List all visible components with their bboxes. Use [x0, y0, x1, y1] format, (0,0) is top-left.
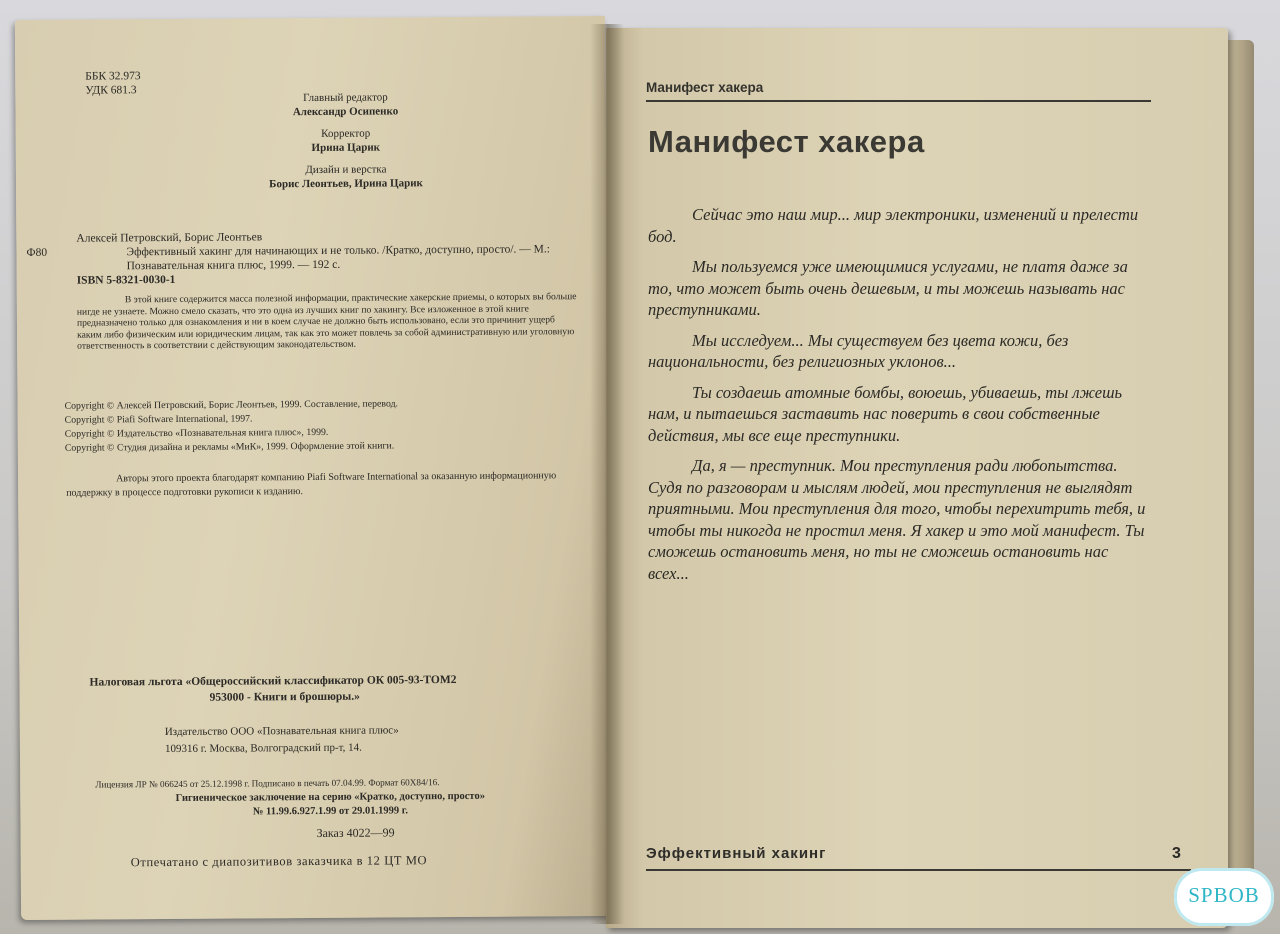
printing-note: Отпечатано с диапозитивов заказчика в 12 ЦТ МО: [130, 853, 428, 870]
publisher-info: [165, 721, 565, 758]
annotation: [77, 291, 577, 352]
page-number: 3: [1172, 845, 1181, 862]
authors-line: Алексей Петровский, Борис Леонтьев: [76, 231, 263, 245]
book-gutter: [590, 24, 624, 924]
catalog-code: Ф80: [26, 246, 48, 259]
credit-role: Дизайн и верстка: [305, 163, 387, 177]
open-book: [18, 10, 1258, 930]
manifesto-paragraph: Мы пользуемся уже имеющимися услугами, не платя даже за то, что может быть очень дешевым, и ты можешь называть нас преступниками.: [648, 257, 1128, 319]
credits-block: [245, 90, 446, 191]
bleed-through-text: [175, 59, 186, 104]
publisher-address: 109316 г. Москва, Волгоградский пр-т, 14.: [164, 741, 362, 756]
udk-code: УДК 681.3: [85, 84, 137, 97]
annotation-text: В этой книге содержится масса полезной информации, практические хакерские приемы, о которых вы больше нигде не узнаете. Можно смело сказать, что это одна из лучших книг по хакингу. Все изложенное в этой книге предназначено только для ознакомления и ни в коем случае не должно быть использовано, если это причинит ущерб каким либо физическим или юридическим лицам, так как это может повлечь за собой административную или уголовную ответственность в соответствии с действующим законодательством.: [76, 291, 577, 353]
book-description: [26, 242, 576, 273]
license-line: Лицензия ЛР № 066245 от 25.12.1998 г. Подписано в печать 07.04.99. Формат 60Х84/16.: [95, 777, 440, 790]
footer-title: Эффективный хакинг: [646, 845, 827, 862]
credit-role: Главный редактор: [303, 91, 388, 105]
left-page: [15, 16, 611, 920]
page-stack-edge: [1224, 40, 1254, 920]
credit-role: Корректор: [321, 127, 371, 140]
manifesto-text: [648, 204, 1153, 593]
hygiene-line: № 11.99.6.927.1.99 от 29.01.1999 г.: [252, 805, 408, 818]
manifesto-paragraph: Сейчас это наш мир... мир электроники, изменений и прелести бод.: [648, 205, 1139, 246]
watermark-badge: [1174, 868, 1274, 926]
copyright-line: Copyright © Piafi Software International, 1997.: [64, 413, 253, 426]
footer-rule: [646, 869, 1191, 871]
hygiene-certificate: [130, 789, 530, 820]
publisher-name: Издательство ООО «Познавательная книга плюс»: [164, 724, 399, 739]
order-number: Заказ 4022—99: [316, 825, 395, 840]
copyright-line: Copyright © Издательство «Познавательная книга плюс», 1999.: [64, 426, 329, 440]
book-description-text: Эффективный хакинг для начинающих и не только. /Кратко, доступно, просто/. — М.: Познавательная книга плюс, 1999. — 192 с.: [126, 243, 550, 273]
classification-codes: [85, 69, 141, 97]
copyright-block: [65, 396, 565, 455]
acknowledgement-text: Авторы этого проекта благодарят компанию Piafi Software International за оказанную информационную поддержку в процессе подготовки рукописи к изданию.: [66, 470, 557, 499]
credit-person: Александр Осипенко: [292, 105, 399, 119]
chapter-title: Манифест хакера: [648, 124, 925, 159]
tax-line: Налоговая льгота «Общероссийский классификатор ОК 005-93-ТОМ2: [89, 674, 457, 689]
acknowledgement: [66, 469, 566, 500]
watermark-text: SPBOB: [1188, 883, 1260, 907]
right-page: [606, 28, 1228, 928]
manifesto-paragraph: Да, я — преступник. Мои преступления ради любопытства. Судя по разговорам и мыслям людей, мои преступления не выглядят приятными. Мои преступления для того, чтобы перехитрить тебя, и чтобы ты никогда не простил меня. Я хакер и это мой манифест. Ты сможешь остановить меня, но ты не сможешь остановить нас всех...: [648, 456, 1146, 583]
bbk-code: ББК 32.973: [85, 70, 141, 83]
credit-person: Борис Леонтьев, Ирина Царик: [269, 177, 423, 191]
tax-line: 953000 - Книги и брошюры.»: [209, 690, 360, 704]
isbn: ISBN 5-8321-0030-1: [76, 273, 176, 287]
manifesto-paragraph: Ты создаешь атомные бомбы, воюешь, убиваешь, ты лжешь нам, и пытаешься заставить нас поверить в свои собственные действия, мы все еще преступники.: [648, 382, 1123, 445]
copyright-line: Copyright © Алексей Петровский, Борис Леонтьев, 1999. Составление, перевод.: [64, 398, 399, 412]
header-rule: [646, 100, 1151, 102]
hygiene-line: Гигиеническое заключение на серию «Кратко, доступно, просто»: [175, 790, 485, 804]
tax-note: [89, 671, 589, 706]
bibliographic-entry: [26, 228, 576, 287]
copyright-line: Copyright © Студия дизайна и рекламы «МиК», 1999. Оформление этой книги.: [64, 440, 395, 454]
running-head: Манифест хакера: [646, 80, 764, 95]
credit-person: Ирина Царик: [311, 141, 381, 155]
manifesto-paragraph: Мы исследуем... Мы существуем без цвета кожи, без национальности, без религиозных уклонов...: [648, 330, 1069, 371]
